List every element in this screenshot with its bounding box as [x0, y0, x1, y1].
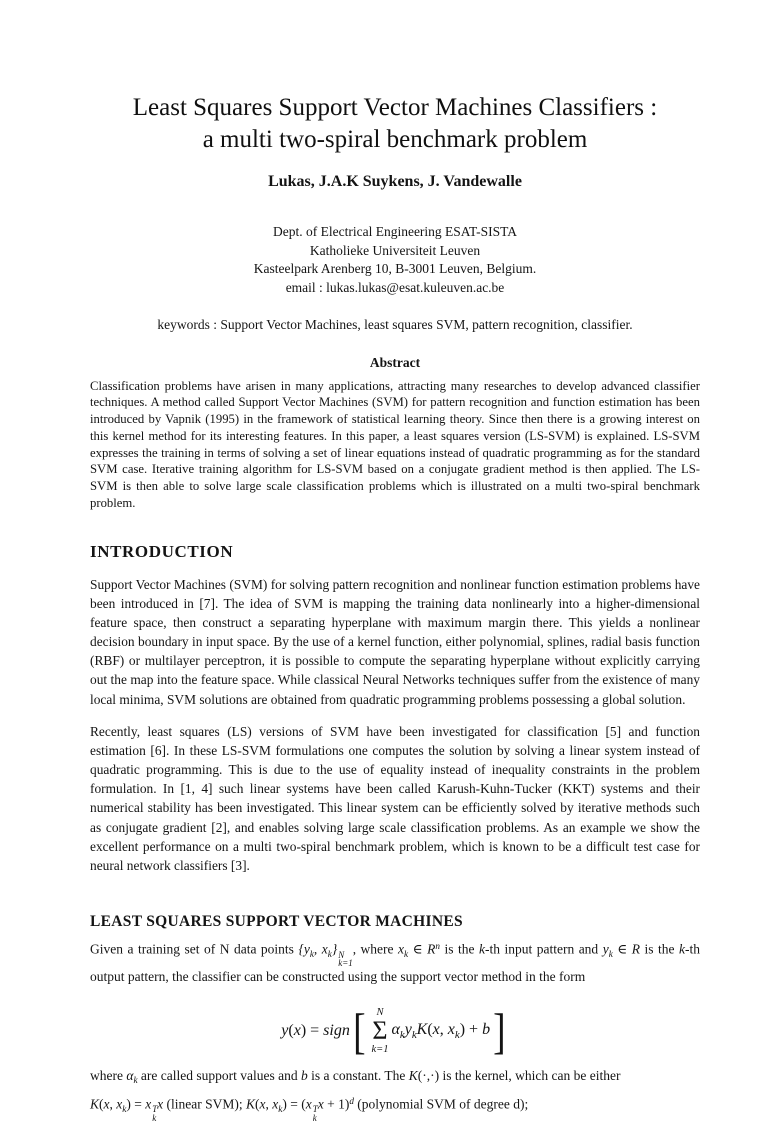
left-bracket: [	[352, 1003, 366, 1060]
affiliation-email: email : lukas.lukas@esat.kuleuven.ac.be	[285, 279, 505, 295]
kernel-types-line: K(x, $x_k) = x$ T k x (linear SVM); K(x, $x_k) = (x$ T k x + 1)$^d$ (polynomial SVM of degree d);	[90, 1095, 529, 1123]
affiliation-block	[90, 223, 700, 298]
affiliation-department: Dept. of Electrical Engineering ESAT-SISTA	[273, 224, 517, 239]
paper-title-line-2: a multi two-spiral benchmark problem	[202, 126, 588, 153]
sigma-glyph: Σ	[372, 1016, 388, 1046]
intro-paragraph-1: Support Vector Machines (SVM) for solving pattern recognition and nonlinear function estimation problems have been introduced in [7]. The idea of SVM is mapping the training data nonlinearly into a higher-dimensional feature space, then construct a separating hyperplane with maximum margin there. This yields a nonlinear decision boundary in input space. By the use of a kernel function, either polynomial, splines, radial basis function (RBF) or multilayer perceptron, it is possible to compute the separating hyperplane without explicitly carrying out the map into the feature space. While classical Neural Networks techniques suffer from the existence of many local minima, SVM solutions are obtained from quadratic programming problems possessing a global solution.	[90, 576, 700, 707]
right-bracket: ]	[493, 1003, 506, 1060]
abstract-text: Classification problems have arisen in many applications, attracting many researches to develop advanced classifier techniques. A method called Support Vector Machines (SVM) for pattern recognition and function estimation has been introduced by Vapnik (1995) in the framework of statistical learning theory. Since then there is a growing interest on this kernel method for its interesting features. In this paper, a least squares version (LS-SVM) is explained. LS-SVM expresses the training in terms of solving a set of linear equations instead of quadratic programming as for the standard SVM case. Iterative training algorithm for LS-SVM based on a conjugate gradient method is then applied. The LS-SVM is then able to solve large scale classification problems which is illustrated on a multi two-spiral benchmark problem.	[90, 378, 700, 510]
decision-function-equation	[90, 1002, 700, 1060]
summation-lower-limit: k=1	[371, 1043, 389, 1055]
affiliation-university: Katholieke Universiteit Leuven	[309, 242, 481, 258]
equation-rhs: $\alpha_ky_kK(x$, $x_k) + b$	[391, 1021, 491, 1042]
authors-line: Lukas, J.A.K Suykens, J. Vandewalle	[268, 173, 522, 190]
intro-paragraph-2: Recently, least squares (LS) versions of SVM have been investigated for classification [5] and function estimation [6]. In these LS-SVM formulations one computes the solution by solving a linear system instead of quadratic programming. This is due to the use of equality instead of inequality constraints in the problem formulation. In [1, 4] such linear systems have been called Karush-Kuhn-Tucker (KKT) systems and their numerical stability has been investigated. This linear system can be efficiently solved by iterative methods such as conjugate gradient [2], and enables solving large scale classification problems. As an example we show the excellent performance on a multi two-spiral benchmark problem, which is known to be a difficult test case for neural network classifiers [3].	[90, 723, 700, 873]
training-set-paragraph: Given a training set of N data points {$y_k$, $x_k$} N k=1 , where $x_k$ ∈ $R^n$ is the k-th input pattern and $y_k$ ∈ R is the k-th output pattern, the classifier can be constructed using the support vector method in the form	[90, 940, 701, 985]
summation-symbol	[372, 1008, 389, 1056]
abstract-heading: Abstract	[369, 354, 421, 370]
support-values-line: where $\alpha_k$ are called support values and b is a constant. The K(·,·) is the kernel, which can be either	[90, 1068, 621, 1086]
paper-title	[90, 92, 700, 156]
summation-upper-limit: N	[376, 1006, 384, 1018]
introduction-heading: INTRODUCTION	[90, 541, 234, 561]
keywords-line: keywords : Support Vector Machines, least squares SVM, pattern recognition, classifier.	[157, 316, 633, 332]
paper-title-line-1: Least Squares Support Vector Machines Classifiers :	[132, 94, 658, 121]
equation-lhs: y(x) = sign	[281, 1022, 350, 1040]
lssvm-heading: LEAST SQUARES SUPPORT VECTOR MACHINES	[90, 912, 463, 930]
affiliation-address: Kasteelpark Arenberg 10, B-3001 Leuven, Belgium.	[253, 261, 537, 277]
